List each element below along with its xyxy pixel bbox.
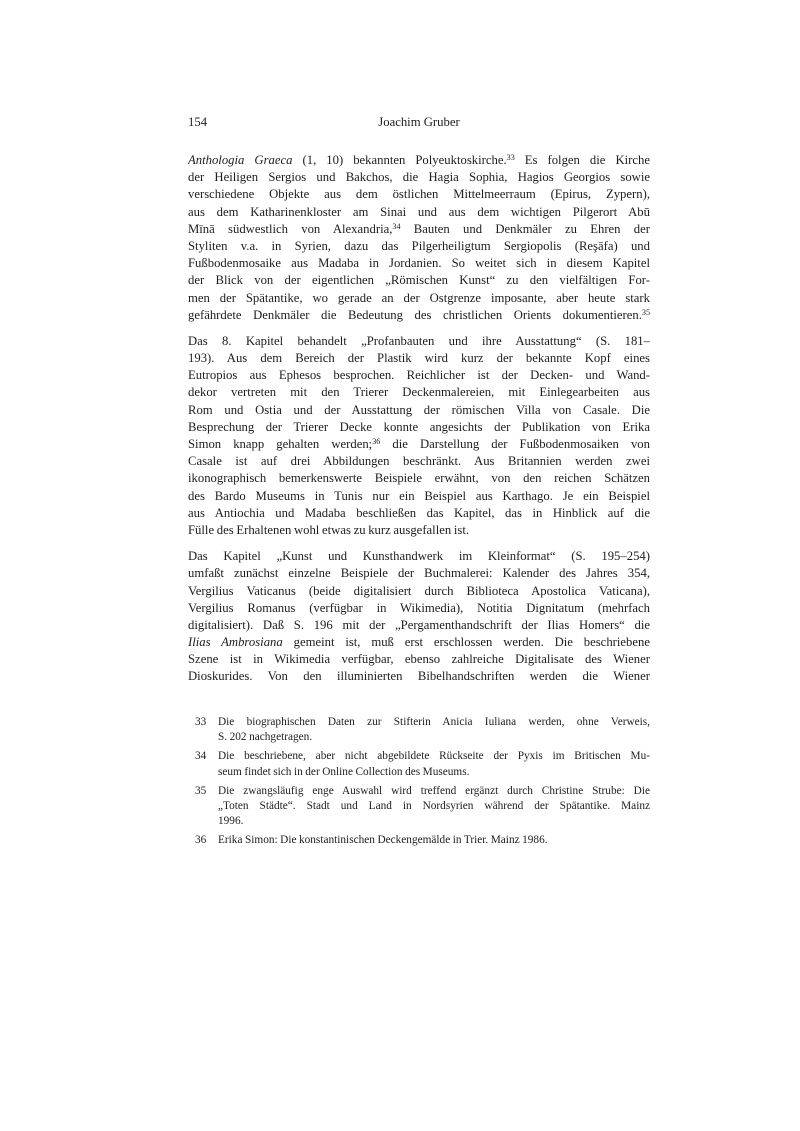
text-line: seum findet sich in der Online Collection des Museums. <box>218 765 470 778</box>
text-line: Simon knapp gehalten werden;$^{36}$ die Darstellung der Fußbodenmosaiken von <box>188 437 650 451</box>
text-line: 193). Aus dem Bereich der Plastik wird kurz der bekannte Kopf eines <box>188 351 650 366</box>
text-line: der Blick von der eigentlichen „Römischen Kunst“ zu den vielfältigen For- <box>188 273 650 288</box>
text-line: Die beschriebene, aber nicht abgebildete Rückseite der Pyxis im Britischen Mu- <box>218 750 650 763</box>
text-line: men der Spätantike, wo gerade an der Ostgrenze imposante, aber heute stark <box>188 290 650 305</box>
italic-text: Anthologia Graeca <box>188 153 293 167</box>
text-line: verschiedene Objekte aus dem östlichen Mittelmeerraum (Epirus, Zypern), <box>188 187 650 202</box>
text-line: aus dem Katharinenkloster am Sinai und aus dem wichtigen Pilgerort Abū <box>188 204 650 219</box>
footnote-number: 33 <box>195 716 207 728</box>
text-line: Das Kapitel „Kunst und Kunsthandwerk im Kleinformat“ (S. 195–254) <box>188 549 650 564</box>
text-line: „Toten Städte“. Stadt und Land in Nordsyrien während der Spätantike. Mainz <box>218 799 650 812</box>
footnote-number: 35 <box>195 784 207 797</box>
text-line: Mīnā südwestlich von Alexandria,$^{34}$ Bauten und Denkmäler zu Ehren der <box>188 221 650 236</box>
text-line: S. 202 nachgetragen. <box>218 731 313 744</box>
text-line: Szene ist in Wikimedia verfügbar, ebenso zahlreiche Digitalisate des Wiener <box>188 652 650 667</box>
footnote-text <box>218 715 650 745</box>
footnote <box>195 784 650 830</box>
footnote-marker: 34 <box>392 221 401 231</box>
text-line: Vergilius Vaticanus (beide digitalisiert durch Biblioteca Apostolica Vaticana), <box>188 583 650 598</box>
text-line: Casale ist auf drei Abbildungen beschränkt. Aus Britannien werden zwei <box>188 454 650 469</box>
page-header <box>188 114 650 131</box>
text-line: der Heiligen Sergios und Bakchos, die Hagia Sophia, Hagios Georgios sowie <box>188 170 650 185</box>
text-line: digitalisiert). Daß S. 196 mit der „Pergamenthandschrift der Ilias Homers“ die <box>188 617 650 632</box>
text-line: Die zwangsläufig enge Auswahl wird treffend ergänzt durch Christine Strube: Die <box>218 784 650 797</box>
text-line: aus Antiochia und Madaba beschließen das Kapitel, das in Hinblick auf die <box>188 505 650 520</box>
footnote <box>195 715 650 745</box>
paragraph <box>188 152 650 324</box>
text-line: 1996. <box>218 815 244 828</box>
footnote-number: 34 <box>195 750 207 763</box>
text-line: Rom und Ostia und der Ausstattung der römischen Villa von Casale. Die <box>188 402 650 417</box>
page-number: 154 <box>188 115 208 129</box>
text-line: Dioskurides. Von den illuminierten Bibelhandschriften werden die Wiener <box>188 669 650 684</box>
italic-text: Ilias Ambrosiana <box>188 635 283 650</box>
paragraph <box>188 548 650 686</box>
text-line: Das 8. Kapitel behandelt „Profanbauten und ihre Ausstattung“ (S. 181– <box>188 333 650 348</box>
footnote-text <box>218 833 650 848</box>
text-line: dekor vertreten mit den Trierer Deckenmalereien, mit Einlegearbeiten aus <box>188 385 650 400</box>
footnote-text <box>218 784 650 830</box>
footnote <box>195 833 650 848</box>
text-line: Fülle des Erhaltenen wohl etwas zu kurz ausgefallen ist. <box>188 522 470 537</box>
text-line: Vergilius Romanus (verfügbar in Wikimedia), Notitia Dignitatum (mehrfach <box>188 600 650 615</box>
text-line: Fußbodenmosaike aus Madaba in Jordanien. So weitet sich in diesem Kapitel <box>188 256 650 271</box>
text-line: gefährdete Denkmäler die Bedeutung des christlichen Orients dokumentieren.$^{35}$ <box>188 307 650 322</box>
text-line: Eutropios aus Ephesos besprochen. Reichlicher ist der Decken- und Wand- <box>188 368 650 383</box>
footnote-marker: 36 <box>372 437 381 447</box>
text-line: Besprechung der Trierer Decke konnte angesichts der Publikation von Erika <box>188 419 650 434</box>
footnote-marker: 33 <box>506 153 515 163</box>
page-body <box>188 152 650 686</box>
text-line: ikonographisch bemerkenswerte Beispiele erwähnt, von den reichen Schätzen <box>188 471 650 486</box>
footnote-number: 36 <box>195 834 207 847</box>
text-line: Die biographischen Daten zur Stifterin Anicia Iuliana werden, ohne Verweis, <box>218 716 650 728</box>
text-line: Ilias Ambrosiana gemeint ist, muß erst erschlossen werden. Die beschriebene <box>188 635 650 650</box>
text-line: Anthologia Graeca (1, 10) bekannten Polyeuktoskirche.$^{33}$ Es folgen die Kirche <box>188 153 650 167</box>
text-line: Styliten v.a. in Syrien, dazu das Pilgerheiligtum Sergiopolis (Reşāfa) und <box>188 238 650 253</box>
paragraph <box>188 333 650 539</box>
footnote-text <box>218 749 650 779</box>
footnotes <box>195 715 650 849</box>
text-line: Erika Simon: Die konstantinischen Deckengemälde in Trier. Mainz 1986. <box>218 834 548 847</box>
footnote <box>195 749 650 779</box>
text-line: des Bardo Museums in Tunis nur ein Beispiel aus Karthago. Je ein Beispiel <box>188 488 650 503</box>
footnote-marker: 35 <box>641 307 650 317</box>
text-line: umfaßt zunächst einzelne Beispiele der Buchmalerei: Kalender des Jahres 354, <box>188 566 650 581</box>
running-head: Joachim Gruber <box>378 115 460 129</box>
